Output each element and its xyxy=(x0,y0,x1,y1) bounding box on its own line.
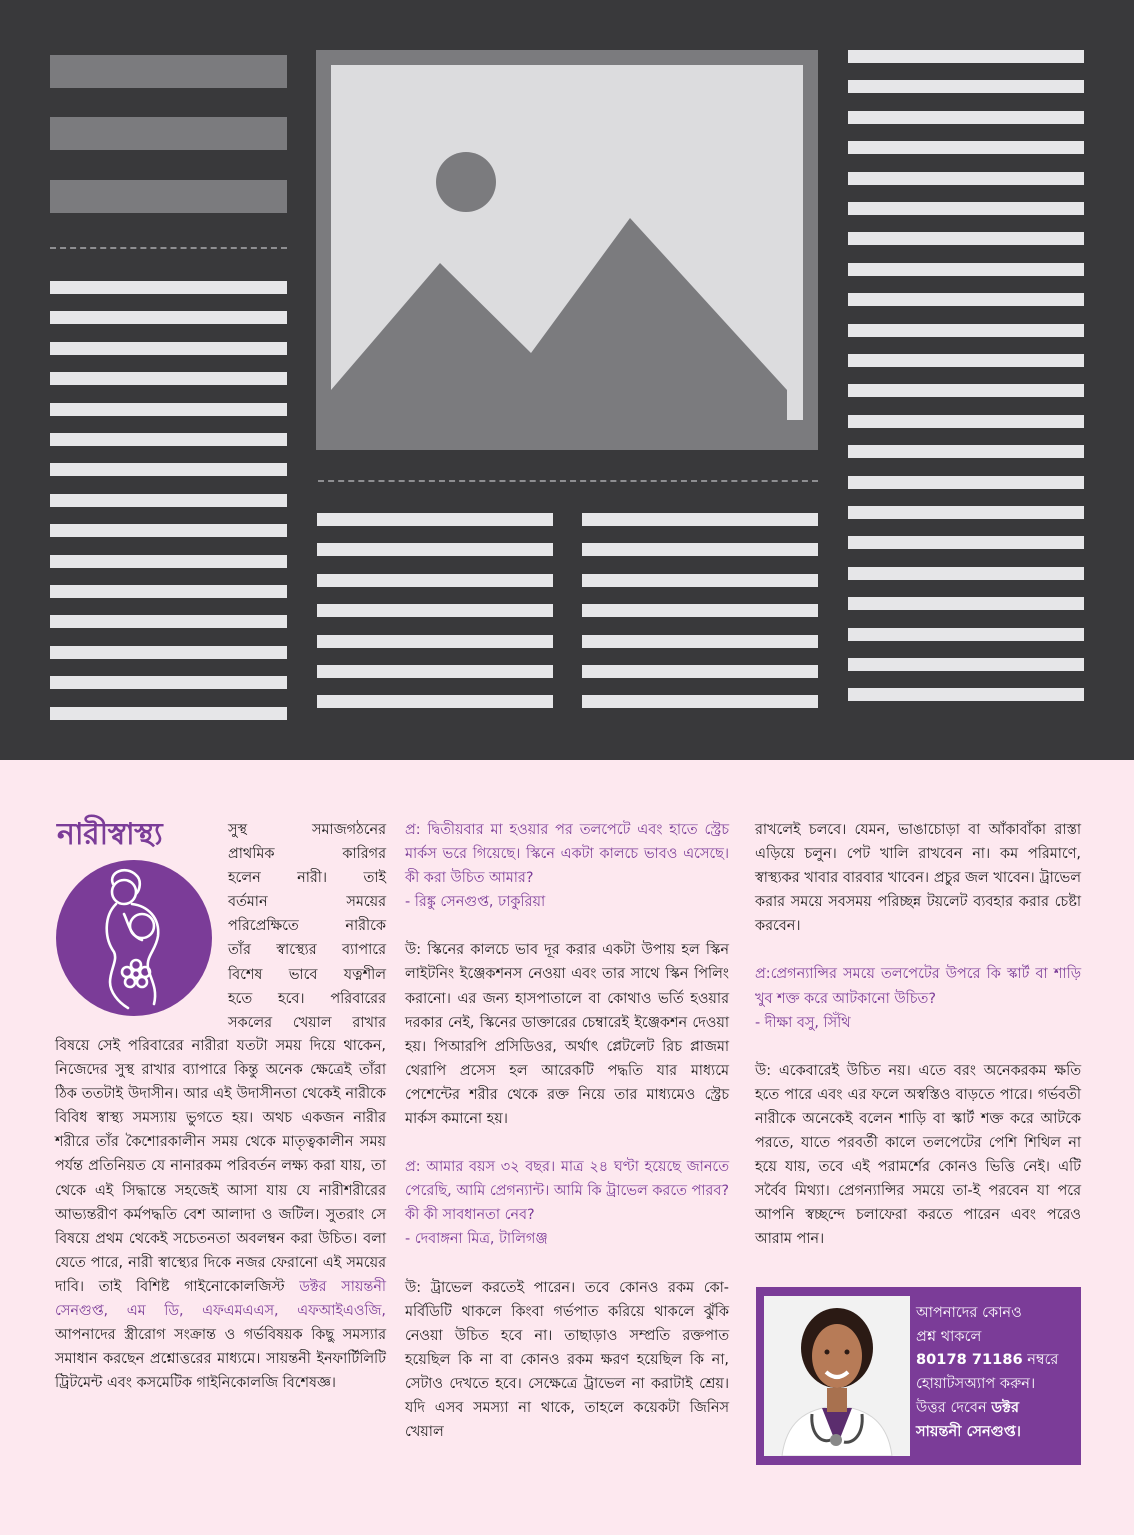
text-line-placeholder xyxy=(848,80,1084,93)
intro-line: সুস্থ সমাজগঠনের xyxy=(228,822,386,838)
ask-box-text xyxy=(916,1301,1076,1443)
divider xyxy=(50,247,287,249)
text-line-placeholder xyxy=(582,513,818,526)
text-line-placeholder xyxy=(848,658,1084,671)
text-line-placeholder xyxy=(50,372,287,385)
intro-line: হতে হবে। পরিবারের xyxy=(228,990,386,1007)
intro-line: হলেন নারী। তাই xyxy=(228,870,386,887)
text-line-placeholder xyxy=(848,536,1084,549)
intro-line: বিশেষ ভাবে যত্নশীল xyxy=(228,966,386,983)
text-line-placeholder xyxy=(848,263,1084,276)
text-line-placeholder xyxy=(50,494,287,507)
text-line-placeholder xyxy=(848,111,1084,124)
qa-column-right xyxy=(755,818,1081,1252)
text-line-placeholder xyxy=(582,665,818,678)
text-line-placeholder xyxy=(848,688,1084,701)
text-line-placeholder xyxy=(848,415,1084,428)
mother-and-child-icon xyxy=(56,860,212,1016)
text-line-placeholder xyxy=(848,354,1084,367)
text-line-placeholder xyxy=(50,555,287,568)
text-line-placeholder xyxy=(50,615,287,628)
text-line-placeholder xyxy=(848,628,1084,641)
image-placeholder-icon xyxy=(316,50,818,450)
text-line-placeholder xyxy=(50,707,287,720)
answer-1: উ: স্কিনের কালচে ভাব দূর করার একটা উপায় হল স্কিন লাইটনিং ইঞ্জেকশনস নেওয়া এবং তার সাথে স্কিন পিলিং করানো। এর জন্য হাসপাতালে বা কোথাও ভর্তি হওয়ার দরকার নেই, স্কিনের ডাক্তারের চেম্বারেই ইঞ্জেকশন দেওয়া হয়। পিআরপি প্রসিডিওর, অর্থাৎ প্লেটলেট রিচ প্লাজমা থেরাপি প্রসেস হল আরেকটি পদ্ধতি যার মাধ্যমে পেশেন্টের শরীর থেকে রক্ত নিয়ে তার মাধ্যমেও স্ট্রেচ মার্কস কমানো হয়। xyxy=(405,942,729,1128)
intro-line: সকলের খেয়াল রাখার xyxy=(228,1014,386,1031)
question-3 xyxy=(755,962,1081,1034)
doctor-photo xyxy=(764,1296,910,1456)
asker-name: - দীক্ষা বসু, সিঁথি xyxy=(755,1014,851,1031)
text-line-placeholder xyxy=(848,445,1084,458)
heading-placeholder xyxy=(50,55,287,88)
intro-line: তাঁর স্বাস্থ্যের ব্যাপারে xyxy=(228,942,386,959)
question-1 xyxy=(405,818,729,914)
heading-placeholder xyxy=(50,180,287,213)
intro-tail: আপনাদের স্ত্রীরোগ সংক্রান্ত ও গর্ভবিষয়ক কিছু সমস্যার সমাধান করছেন প্রশ্নোত্তরের মাধ্যমে। সায়ন্তনী ইনফার্টিলিটি ট্রিটমেন্ট এবং কসমেটিক গাইনিকোলজি বিশেষজ্ঞ। xyxy=(55,1327,386,1392)
ask-doctor-label: ডক্টর xyxy=(991,1398,1019,1416)
text-line-placeholder xyxy=(582,543,818,556)
text-line-placeholder xyxy=(50,463,287,476)
whatsapp-number: 80178 71186 xyxy=(916,1351,1023,1369)
text-line-placeholder xyxy=(50,311,287,324)
text-line-placeholder xyxy=(317,665,553,678)
text-line-placeholder xyxy=(50,433,287,446)
text-line-placeholder xyxy=(50,403,287,416)
ask-doctor-box xyxy=(756,1287,1081,1465)
text-line-placeholder xyxy=(50,676,287,689)
text-line-placeholder xyxy=(50,646,287,659)
ask-line: প্রশ্ন থাকলে xyxy=(916,1327,982,1345)
text-line-placeholder xyxy=(317,513,553,526)
text-line-placeholder xyxy=(50,524,287,537)
doctor-credit: ডক্টর সায়ন্তনী সেনগুপ্ত, এম ডি, এফএমএএস, এফআইএওজি, xyxy=(55,1278,386,1320)
question-text: প্র: দ্বিতীয়বার মা হওয়ার পর তলপেটে এবং হাতে স্ট্রেচ মার্কস ভরে গিয়েছে। স্কিনে একটা কালচে ভাবও এসেছে। কী করা উচিত আমার? xyxy=(405,822,729,887)
text-line-placeholder xyxy=(317,635,553,648)
intro-line: পরিপ্রেক্ষিতে নারীকে xyxy=(228,918,386,935)
text-line-placeholder xyxy=(582,635,818,648)
text-line-placeholder xyxy=(50,281,287,294)
text-line-placeholder xyxy=(317,604,553,617)
question-text: প্র: আমার বয়স ৩২ বছর। মাত্র ২৪ ঘণ্টা হয়েছে জানতে পেরেছি, আমি প্রেগন্যান্ট। আমি কি ট্রাভেল করতে পারব? কী কী সাবধানতা নেব? xyxy=(405,1159,729,1224)
text-line-placeholder xyxy=(848,202,1084,215)
ask-doctor-name: সায়ন্তনী সেনগুপ্ত। xyxy=(916,1422,1021,1440)
answer-2: উ: ট্রাভেল করতেই পারেন। তবে কোনও রকম কো-মর্বিডিটি থাকলে কিংবা গর্ভপাত করিয়ে থাকলে ঝুঁকি নেওয়া উচিত হবে না। তাছাড়াও সম্প্রতি রক্তপাত হয়েছিল কি না বা কোনও রকম ক্ষরণ হয়েছিল কি না, সেটাও দেখতে হবে। সেক্ষেত্রে ট্রাভেল না করাটাই শ্রেয়। যদি এসব সমস্যা না থাকে, তাহলে কয়েকটা জিনিস খেয়াল xyxy=(405,1279,729,1441)
intro-line: প্রাথমিক কারিগর xyxy=(228,846,386,863)
text-line-placeholder xyxy=(50,342,287,355)
text-line-placeholder xyxy=(582,574,818,587)
qa-column-middle xyxy=(405,818,729,1444)
ask-line xyxy=(916,1396,1076,1420)
text-line-placeholder xyxy=(848,384,1084,397)
answer-3: উ: একেবারেই উচিত নয়। এতে বরং অনেকরকম ক্ষতি হতে পারে এবং এর ফলে অস্বস্তিও বাড়তে পারে। গর্ভবতী নারীকে অনেকেই বলেন শাড়ি বা স্কার্ট শক্ত করে আটকে পরতে, যাতে পরবর্তী কালে তলপেটের পেশি শিথিল না হয়ে যায়, তবে এই পরামর্শের কোনও ভিত্তি নেই। এটি সর্বৈব মিথ্যা। প্রেগন্যান্সির সময়ে তা-ই পরবেন যা পরে আপনি স্বচ্ছন্দে চলাফেরা করতে পারেন এবং পরেও আরাম পান। xyxy=(755,1062,1081,1248)
divider xyxy=(318,480,818,482)
ask-line-suffix: নম্বরে xyxy=(1022,1351,1059,1369)
text-line-placeholder xyxy=(848,476,1084,489)
text-line-placeholder xyxy=(848,324,1084,337)
text-line-placeholder xyxy=(317,695,553,708)
text-line-placeholder xyxy=(848,232,1084,245)
answer-2-continued: রাখলেই চলবে। যেমন, ভাঙাচোড়া বা আঁকাবাঁকা রাস্তা এড়িয়ে চলুন। পেট খালি রাখবেন না। কম পরিমাণে, স্বাস্থ্যকর খাবার বারবার খাবেন। প্রচুর জল খাবেন। ট্রাভেল করার সময়ে সবসময় পরিচ্ছন্ন টয়লেট ব্যবহার করার চেষ্টা করবেন। xyxy=(755,822,1081,935)
text-line-placeholder xyxy=(848,293,1084,306)
text-line-placeholder xyxy=(848,50,1084,63)
ask-line xyxy=(916,1348,1076,1372)
text-line-placeholder xyxy=(848,172,1084,185)
layout-mockup xyxy=(0,0,1134,760)
text-line-placeholder xyxy=(848,141,1084,154)
question-text: প্র:প্রেগন্যান্সির সময়ে তলপেটের উপরে কি স্কার্ট বা শাড়ি খুব শক্ত করে আটকানো উচিত? xyxy=(755,966,1081,1007)
text-line-placeholder xyxy=(582,604,818,617)
asker-name: - দেবাঙ্গনা মিত্র, টালিগঞ্জ xyxy=(405,1231,548,1248)
intro-line: বর্তমান সময়ের xyxy=(228,894,386,911)
text-line-placeholder xyxy=(848,506,1084,519)
text-line-placeholder xyxy=(317,543,553,556)
section-title: নারীস্বাস্থ্য xyxy=(57,817,163,852)
text-line-placeholder xyxy=(317,574,553,587)
image-placeholder xyxy=(316,50,818,450)
heading-placeholder xyxy=(50,117,287,150)
ask-line: হোয়াটসঅ্যাপ করুন। xyxy=(916,1375,1036,1393)
intro-text: বিষয়ে সেই পরিবারের নারীরা যতটা সময় দিয়ে থাকেন, নিজেদের সুস্থ রাখার ব্যাপারে কিন্তু অনেক ক্ষেত্রেই তাঁরা ঠিক ততটাই উদাসীন। আর এই উদাসীনতা থেকেই নারীকে বিবিধ স্বাস্থ্য সমস্যায় ভুগতে হয়। অথচ একজন নারীর শরীরে তাঁর কৈশোরকালীন সময় থেকে মাতৃত্বকালীন সময় পর্যন্ত প্রতিনিয়ত যে নানারকম পরিবর্তন লক্ষ্য করা যায়, তা থেকে এই সিদ্ধান্তে সহজেই আসা যায় যে নারীশরীরের আভ্যন্তরীণ কর্মপদ্ধতি বেশ আলাদা ও জটিল। সুতরাং সে বিষয়ে প্রথম থেকেই সচেতনতা অবলম্বন করা উচিত। বলা যেতে পারে, নারী স্বাস্থ্যের দিকে নজর ফেরানো এই সময়ের দাবি। তাই বিশিষ্ট গাইনোকোলজিস্ট xyxy=(55,1038,386,1295)
intro-body xyxy=(55,1034,386,1395)
text-line-placeholder xyxy=(848,597,1084,610)
asker-name: - রিঙ্কু সেনগুপ্ত, ঢাকুরিয়া xyxy=(405,894,546,911)
text-line-placeholder xyxy=(848,567,1084,580)
question-2 xyxy=(405,1155,729,1251)
intro-short-lines xyxy=(228,818,386,1035)
text-line-placeholder xyxy=(50,585,287,598)
text-line-placeholder xyxy=(582,695,818,708)
ask-line: আপনাদের কোনও xyxy=(916,1304,1022,1321)
ask-line-prefix: উত্তর দেবেন xyxy=(916,1398,992,1416)
